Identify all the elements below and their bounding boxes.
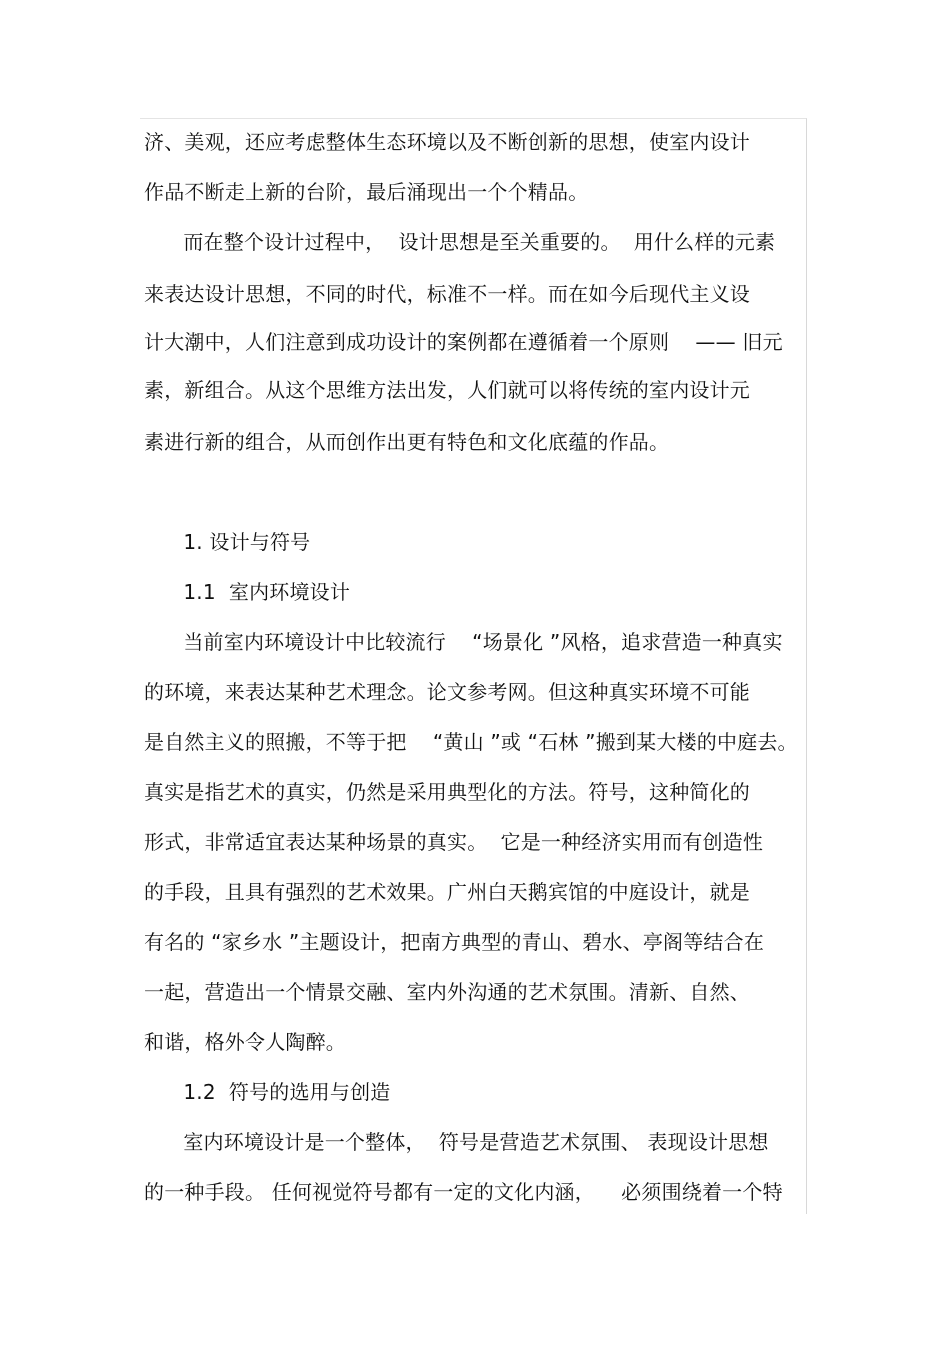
subsection-heading: 1.1 室内环境设计	[144, 580, 351, 604]
body-text-line: 是自然主义的照搬，不等于把 “黄山 ”或 “石林 ”搬到某大楼的中庭去。	[144, 730, 798, 754]
body-text-line: 作品不断走上新的台阶，最后涌现出一个个精品。	[144, 180, 589, 204]
body-text-line: 当前室内环境设计中比较流行 “场景化 ”风格，追求营造一种真实	[144, 630, 783, 654]
section-heading: 1. 设计与符号	[144, 530, 311, 554]
body-text-line: 的环境，来表达某种艺术理念。论文参考网。但这种真实环境不可能	[144, 680, 750, 704]
body-text-line: 室内环境设计是一个整体， 符号是营造艺术氛围、 表现设计思想	[144, 1130, 769, 1154]
body-text-line: 济、美观，还应考虑整体生态环境以及不断创新的思想，使室内设计	[144, 130, 750, 154]
body-text-line: 而在整个设计过程中， 设计思想是至关重要的。 用什么样的元素	[144, 230, 776, 254]
body-text-line: 素进行新的组合，从而创作出更有特色和文化底蕴的作品。	[144, 430, 670, 454]
body-text-line: 的手段，且具有强烈的艺术效果。广州白天鹅宾馆的中庭设计，就是	[144, 880, 750, 904]
body-text-line: 一起，营造出一个情景交融、室内外沟通的艺术氛围。清新、自然、	[144, 980, 750, 1004]
body-text-line: 来表达设计思想，不同的时代，标准不一样。而在如今后现代主义设	[144, 282, 750, 306]
body-text-line: 有名的 “家乡水 ”主题设计，把南方典型的青山、碧水、亭阁等结合在	[144, 930, 765, 954]
body-text-line: 的一种手段。 任何视觉符号都有一定的文化内涵， 必须围绕着一个特	[144, 1180, 783, 1204]
body-text-line: 形式，非常适宜表达某种场景的真实。 它是一种经济实用而有创造性	[144, 830, 764, 854]
body-text-line: 计大潮中，人们注意到成功设计的案例都在遵循着一个原则 —— 旧元	[144, 330, 783, 354]
body-text-line: 真实是指艺术的真实，仍然是采用典型化的方法。符号，这种简化的	[144, 780, 750, 804]
body-text-line: 素，新组合。从这个思维方法出发，人们就可以将传统的室内设计元	[144, 378, 750, 402]
body-text-line: 和谐，格外令人陶醉。	[144, 1030, 346, 1054]
subsection-heading: 1.2 符号的选用与创造	[144, 1080, 391, 1104]
